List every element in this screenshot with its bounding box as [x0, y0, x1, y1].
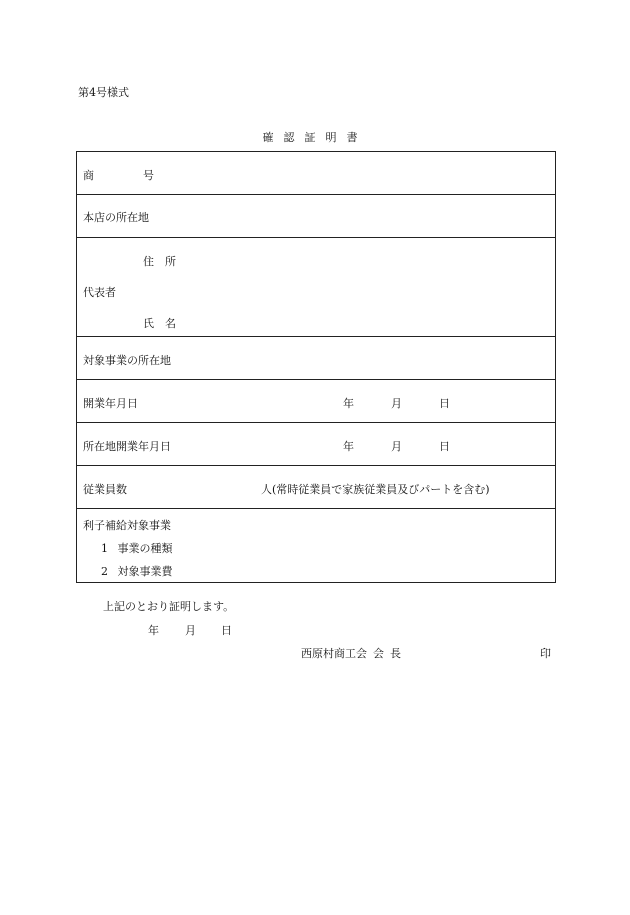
- location-opening-date-label: 所在地開業年月日: [83, 440, 171, 453]
- representative-name-label-2: 名: [165, 317, 176, 330]
- representative-label: 代表者: [83, 286, 116, 299]
- form-number: 第4号様式: [78, 86, 129, 99]
- document-title: 確認証明書: [262, 131, 368, 144]
- issue-date-day: 日: [221, 624, 232, 637]
- representative-address-label-2: 所: [165, 255, 176, 268]
- opening-date-day: 日: [439, 397, 450, 410]
- row-opening-date: [77, 380, 555, 423]
- location-opening-date-month: 月: [391, 440, 402, 453]
- seal-mark: 印: [540, 647, 551, 660]
- interest-subsidy-label: 利子補給対象事業: [83, 519, 171, 532]
- row-target-business-location: [77, 337, 555, 380]
- confirmation-statement: 上記のとおり証明します。: [103, 600, 235, 613]
- opening-date-month: 月: [391, 397, 402, 410]
- certificate-form-table: [76, 151, 556, 583]
- issuer-organization: 西原村商工会: [301, 647, 367, 660]
- head-office-location-label: 本店の所在地: [83, 211, 149, 224]
- trade-name-label-1: 商: [83, 169, 94, 182]
- employees-label: 従業員数: [83, 483, 127, 496]
- row-interest-subsidy: [77, 509, 555, 582]
- issuer-title: 会長: [373, 647, 407, 660]
- row-employees: [77, 466, 555, 509]
- row-location-opening-date: [77, 423, 555, 466]
- row-trade-name: [77, 152, 555, 195]
- representative-address-label-1: 住: [143, 255, 154, 268]
- trade-name-label-2: 号: [143, 169, 154, 182]
- target-business-location-label: 対象事業の所在地: [83, 354, 171, 367]
- representative-name-label-1: 氏: [143, 317, 154, 330]
- opening-date-year: 年: [343, 397, 354, 410]
- location-opening-date-day: 日: [439, 440, 450, 453]
- row-head-office-location: [77, 195, 555, 238]
- interest-subsidy-item-2: 2 対象事業費: [101, 565, 173, 578]
- employees-note: 人(常時従業員で家族従業員及びパートを含む): [261, 483, 490, 496]
- opening-date-label: 開業年月日: [83, 397, 138, 410]
- issue-date-year: 年: [148, 624, 159, 637]
- interest-subsidy-item-1: 1 事業の種類: [101, 542, 173, 555]
- issue-date-month: 月: [185, 624, 196, 637]
- location-opening-date-year: 年: [343, 440, 354, 453]
- row-representative: [77, 238, 555, 337]
